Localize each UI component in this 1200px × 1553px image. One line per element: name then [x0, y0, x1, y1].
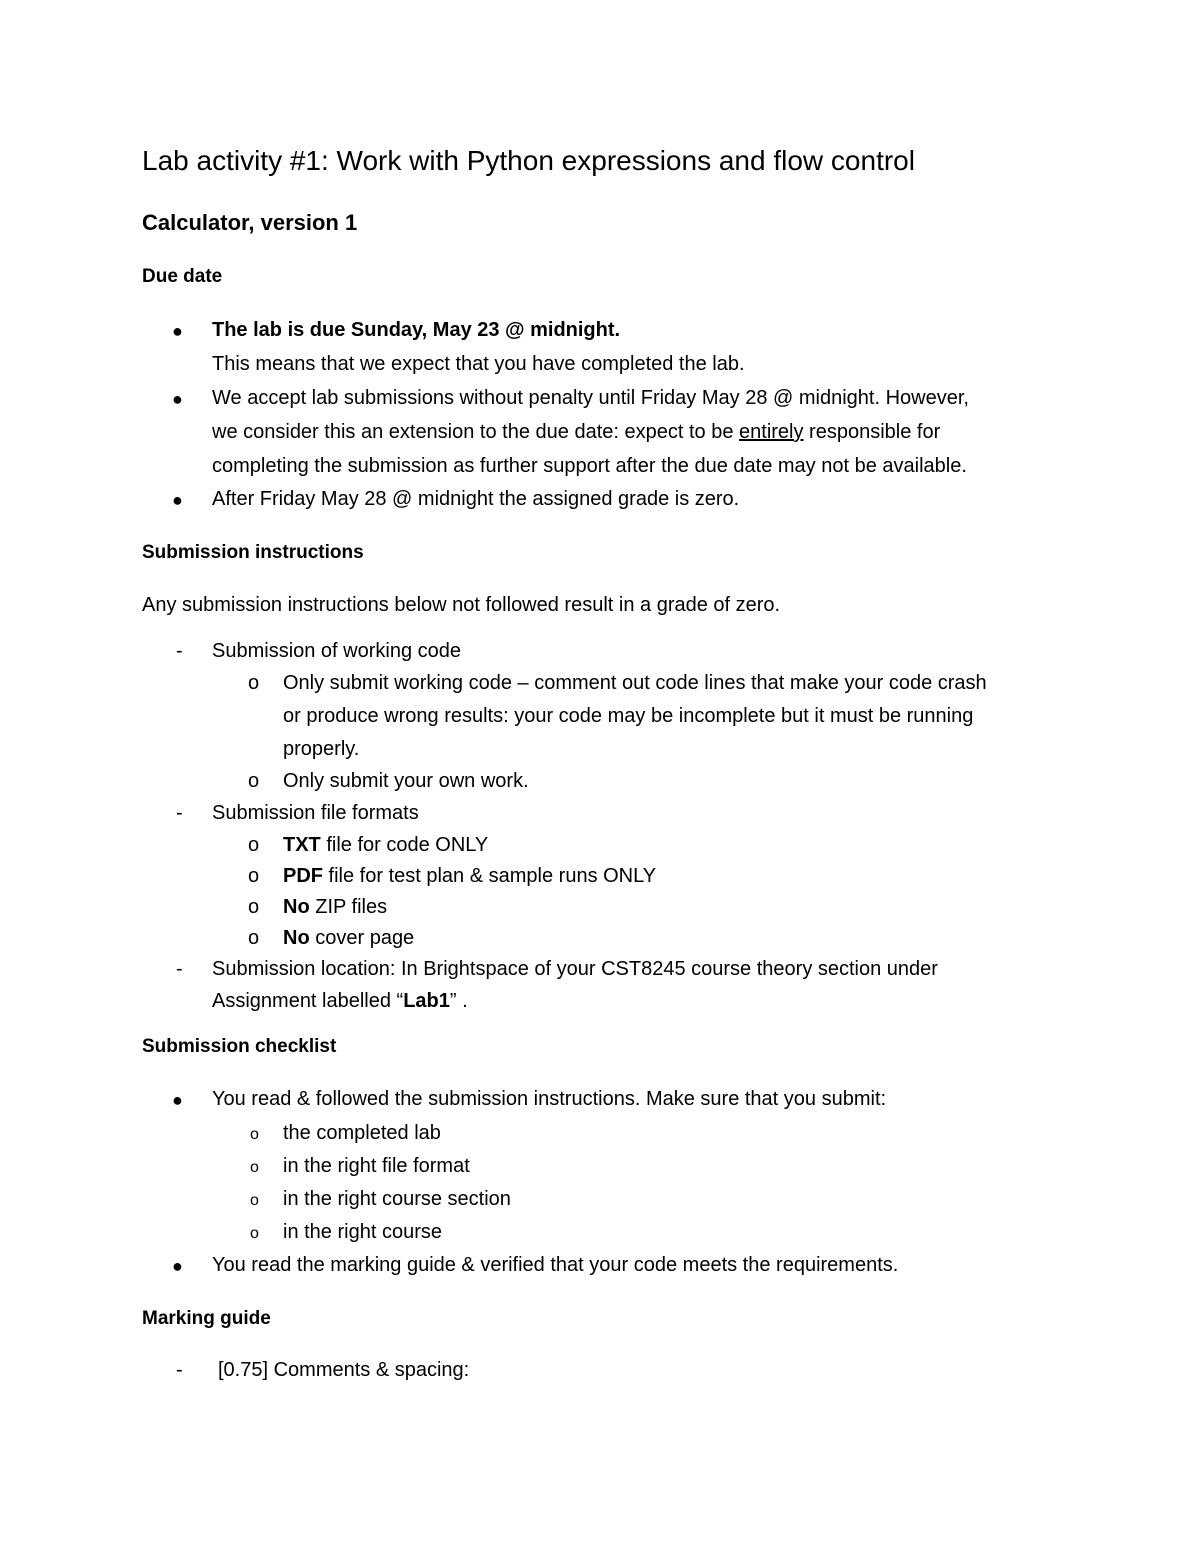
checklist-sub-1: the completed lab	[283, 1122, 441, 1144]
location-line2: Assignment labelled “Lab1” .	[212, 990, 468, 1012]
checklist-sub-3: in the right course section	[283, 1188, 511, 1210]
circle-bullet-icon: o	[248, 927, 260, 949]
format-zip: No ZIP files	[283, 896, 388, 918]
checklist-sub-2: in the right file format	[283, 1155, 470, 1177]
working-code-sub1-line2: or produce wrong results: your code may be incomplete but it must be running	[283, 705, 974, 727]
circle-bullet-icon: o	[248, 672, 260, 694]
working-code-label: Submission of working code	[212, 640, 462, 662]
dash-marker: -	[176, 640, 183, 662]
bullet-icon: ●	[172, 1256, 183, 1276]
working-code-sub2: Only submit your own work.	[283, 770, 529, 792]
bullet-icon: ●	[172, 321, 183, 341]
circle-bullet-icon: o	[250, 1225, 259, 1242]
page-title: Lab activity #1: Work with Python expressions and flow control	[142, 145, 915, 176]
circle-bullet-icon: o	[250, 1126, 259, 1143]
dash-marker: -	[176, 958, 183, 980]
format-txt: TXT file for code ONLY	[283, 834, 489, 856]
circle-bullet-icon: o	[248, 865, 260, 887]
circle-bullet-icon: o	[250, 1159, 259, 1176]
working-code-sub1-line1: Only submit working code – comment out code lines that make your code crash	[283, 672, 987, 694]
checklist-sub-4: in the right course	[283, 1221, 442, 1243]
circle-bullet-icon: o	[248, 834, 260, 856]
due-date-heading: Due date	[142, 266, 223, 287]
due-item-1: The lab is due Sunday, May 23 @ midnight.	[212, 319, 621, 341]
submission-instructions-heading: Submission instructions	[142, 542, 364, 563]
circle-bullet-icon: o	[248, 896, 260, 918]
submission-intro: Any submission instructions below not followed result in a grade of zero.	[142, 594, 781, 616]
due-item-2-line1: We accept lab submissions without penalty until Friday May 28 @ midnight. However,	[212, 387, 969, 409]
format-cover: No cover page	[283, 927, 415, 949]
checklist-item-1: You read & followed the submission instructions. Make sure that you submit:	[212, 1088, 887, 1110]
bullet-icon: ●	[172, 389, 183, 409]
bullet-icon: ●	[172, 1090, 183, 1110]
marking-guide-heading: Marking guide	[142, 1308, 271, 1329]
due-item-2-line2: we consider this an extension to the due date: expect to be entirely responsible for	[212, 421, 941, 443]
due-item-2-line3: completing the submission as further support after the due date may not be available.	[212, 455, 967, 477]
checklist-item-2: You read the marking guide & verified that your code meets the requirements.	[212, 1254, 899, 1276]
format-pdf: PDF file for test plan & sample runs ONLY	[283, 865, 657, 887]
file-formats-label: Submission file formats	[212, 802, 419, 824]
location-line1: Submission location: In Brightspace of your CST8245 course theory section under	[212, 958, 938, 980]
page-subtitle: Calculator, version 1	[142, 210, 358, 235]
due-item-1-line2: This means that we expect that you have completed the lab.	[212, 353, 745, 375]
checklist-heading: Submission checklist	[142, 1036, 337, 1057]
dash-marker: -	[176, 802, 183, 824]
circle-bullet-icon: o	[250, 1192, 259, 1209]
due-item-3: After Friday May 28 @ midnight the assigned grade is zero.	[212, 488, 740, 510]
dash-marker: -	[176, 1359, 183, 1381]
working-code-sub1-line3: properly.	[283, 738, 360, 760]
circle-bullet-icon: o	[248, 770, 260, 792]
marking-item-1: [0.75] Comments & spacing:	[218, 1359, 470, 1381]
bullet-icon: ●	[172, 490, 183, 510]
